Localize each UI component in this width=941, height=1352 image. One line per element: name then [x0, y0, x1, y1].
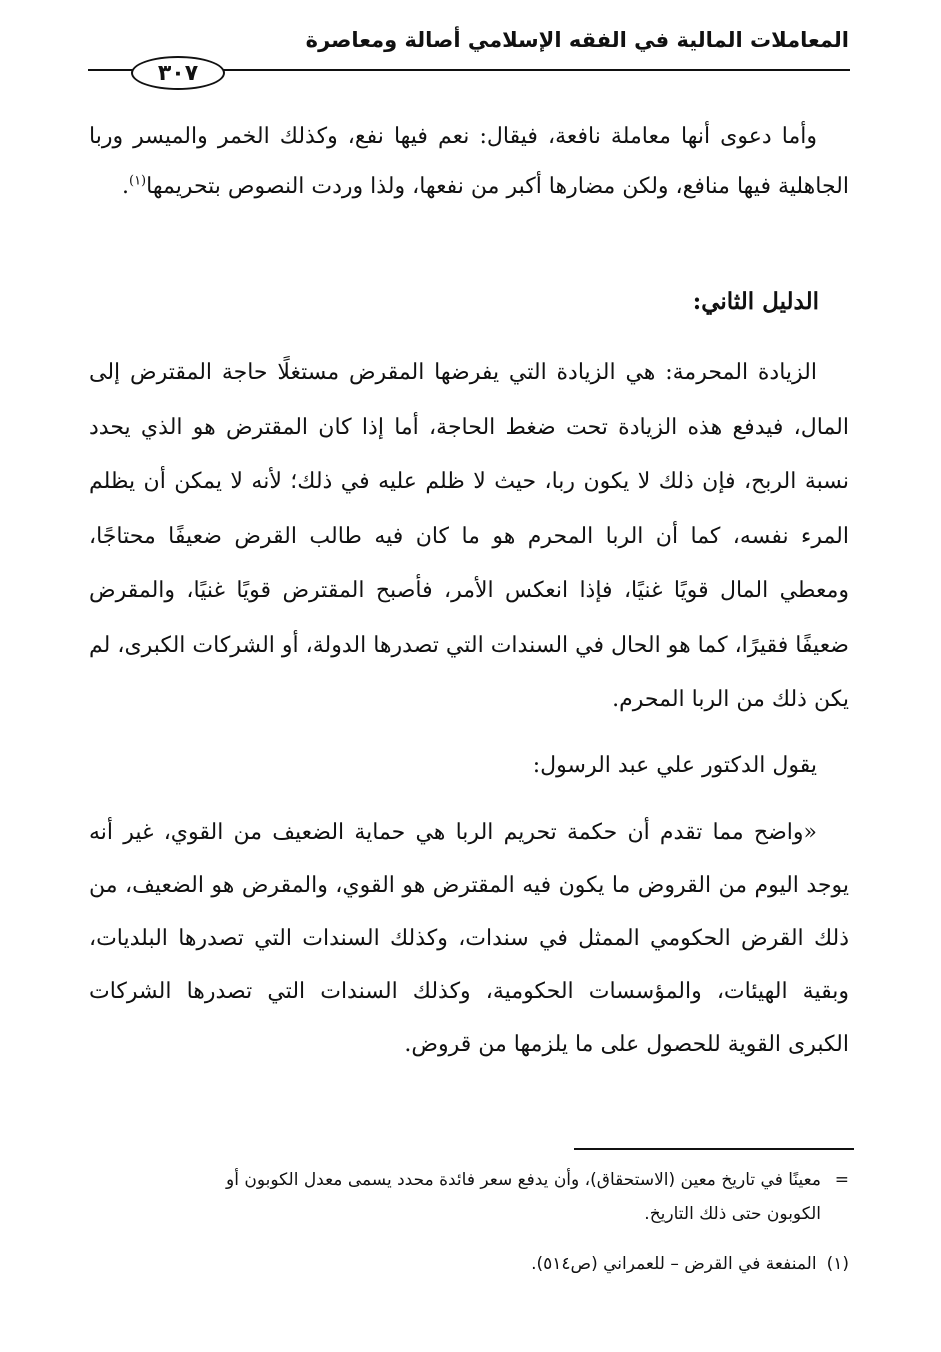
running-title: المعاملات المالية في الفقه الإسلامي أصالة ومعاصرة	[305, 28, 849, 52]
paragraph-quote-intro: يقول الدكتور علي عبد الرسول:	[532, 753, 817, 778]
footnote-continuation-line	[89, 1163, 849, 1197]
footnote-1-text: المنفعة في القرض – للعمراني (ص٥١٤).	[531, 1254, 817, 1274]
footnote-continuation-text-1: معينًا في تاريخ معين (الاستحقاق)، وأن يدفع سعر فائدة محدد يسمى معدل الكوبون أو	[226, 1170, 821, 1190]
section-heading: الدليل الثاني:	[692, 288, 819, 315]
paragraph-intro-text: وأما دعوى أنها معاملة نافعة، فيقال: نعم فيها نفع، وكذلك الخمر والميسر وربا الجاهلية فيها منافع، ولكن مضارها أكبر من نفعها، ولذا وردت النصوص بتحريمها	[89, 124, 849, 199]
footnote-continuation	[89, 1163, 849, 1231]
paragraph-definition: الزيادة المحرمة: هي الزيادة التي يفرضها المقرض مستغلًا حاجة المقترض إلى المال، فيدفع هذه الزيادة تحت ضغط الحاجة، أما إذا كان المقترض هو الذي يحدد نسبة الربح، فإن ذلك لا يكون ربا، حيث لا ظلم عليه في ذلك؛ لأنه لا يمكن أن يظلم المرء نفسه، كما أن الربا المحرم هو ما كان فيه طالب القرض ضعيفًا محتاجًا، ومعطي المال قويًا غنيًا، فإذا انعكس الأمر، فأصبح المقترض قويًا غنيًا، والمقرض ضعيفًا فقيرًا، كما هو الحال في السندات التي تصدرها الدولة، أو الشركات الكبرى، لم يكن ذلك من الربا المحرم.	[89, 360, 849, 712]
page-number: ٣٠٧	[131, 56, 225, 90]
footnote-ref-1[interactable]: (١)	[128, 173, 147, 189]
footnote-1	[89, 1247, 849, 1281]
continuation-marker: =	[834, 1170, 849, 1190]
paragraph-intro-end: .	[121, 174, 129, 199]
paragraph-intro	[89, 112, 849, 212]
paragraph-quote: «واضح مما تقدم أن حكمة تحريم الربا هي حماية الضعيف من القوي، غير أنه يوجد اليوم من القروض ما يكون فيه المقترض هو القوي، والمقرض هو الضعيف، من ذلك القرض الحكومي الممثل في سندات، وكذلك السندات التي تصدرها البلديات، وبقية الهيئات، والمؤسسات الحكومية، وكذلك السندات التي تصدرها الشركات الكبرى القوية للحصول على ما يلزمها من قروض.	[89, 820, 849, 1057]
footnote-1-number: (١)	[826, 1254, 849, 1274]
footnote-continuation-text-2: الكوبون حتى ذلك التاريخ.	[644, 1204, 821, 1224]
footnote-rule	[574, 1148, 854, 1150]
